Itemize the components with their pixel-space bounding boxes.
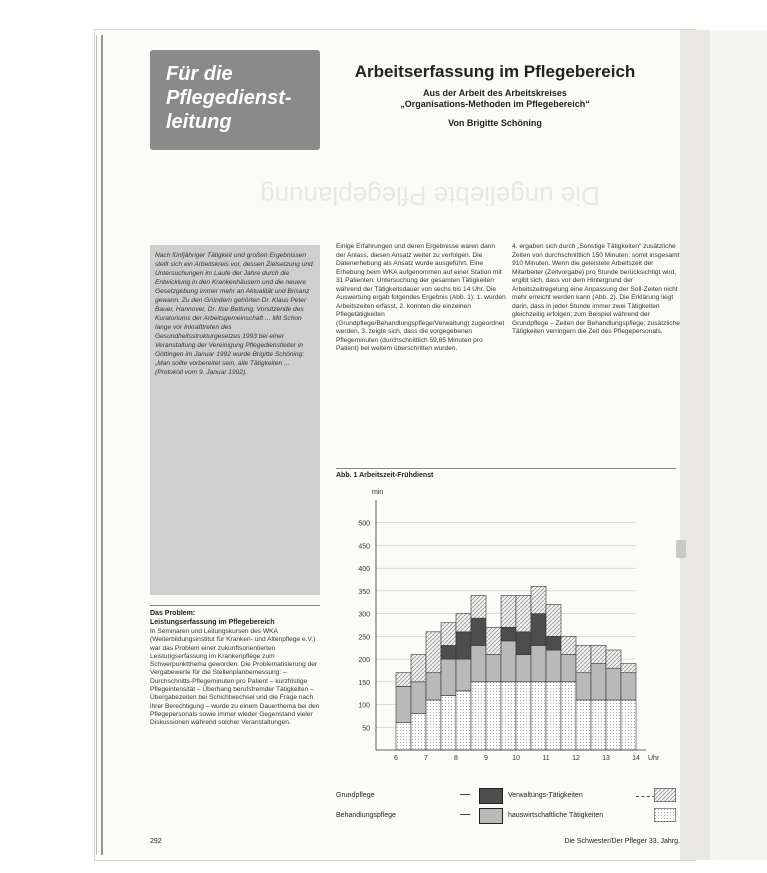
section-banner-text xyxy=(166,62,316,134)
article-author: Von Brigitte Schöning xyxy=(448,118,542,128)
bar-behandlungspflege xyxy=(531,645,546,681)
y-tick-label: 100 xyxy=(358,702,370,710)
bar-verwaltung xyxy=(516,632,531,655)
bar-verwaltung xyxy=(546,636,561,650)
y-axis-label: min xyxy=(372,489,384,496)
x-tick-label: 9 xyxy=(484,755,488,762)
bar-behandlungspflege xyxy=(591,664,606,700)
y-tick-label: 500 xyxy=(358,520,370,528)
worktime-chart xyxy=(336,480,680,780)
bar-behandlungspflege xyxy=(441,659,456,695)
x-axis-label: Uhr xyxy=(648,755,660,762)
bar-grundpflege xyxy=(441,695,456,750)
bar-hauswirtschaft xyxy=(576,645,591,672)
page-footer xyxy=(150,838,680,845)
page-edge-strip xyxy=(680,30,710,860)
bar-grundpflege xyxy=(396,723,411,750)
legend-dash-1 xyxy=(460,794,470,795)
legend-swatch-verwaltung xyxy=(479,788,503,804)
y-tick-label: 300 xyxy=(358,611,370,619)
article-title: Arbeitserfassung im Pflegebereich xyxy=(354,62,636,81)
legend-label-verwaltung: Verwaltungs-Tätigkeiten xyxy=(508,792,583,799)
bar-hauswirtschaft xyxy=(456,614,471,632)
bar-grundpflege xyxy=(426,700,441,750)
bar-hauswirtschaft xyxy=(561,636,576,654)
y-tick-label: 50 xyxy=(362,725,370,733)
bar-behandlungspflege xyxy=(456,659,471,691)
bar-behandlungspflege xyxy=(411,682,426,714)
bar-grundpflege xyxy=(606,700,621,750)
bar-hauswirtschaft xyxy=(426,632,441,673)
y-tick-label: 150 xyxy=(358,679,370,687)
bar-hauswirtschaft xyxy=(516,595,531,631)
subtitle-line-1: Aus der Arbeit des Arbeitskreises xyxy=(423,88,567,98)
bar-hauswirtschaft xyxy=(546,605,561,637)
bar-grundpflege xyxy=(516,682,531,750)
bar-behandlungspflege xyxy=(501,641,516,682)
bar-grundpflege xyxy=(471,682,486,750)
banner-line-3: leitung xyxy=(166,111,232,133)
bar-hauswirtschaft xyxy=(411,655,426,682)
bar-behandlungspflege xyxy=(396,686,411,722)
problem-heading-line-2: Leistungserfassung im Pflegebereich xyxy=(150,619,275,626)
x-tick-label: 7 xyxy=(424,755,428,762)
show-through-text: Die ungeliebte Pflegeplanung xyxy=(260,181,600,211)
journal-reference: Die Schwester/Der Pfleger 33. Jahrg. xyxy=(564,838,680,845)
legend-swatch-behandlung xyxy=(479,808,503,824)
bar-grundpflege xyxy=(456,691,471,750)
bar-grundpflege xyxy=(576,700,591,750)
y-tick-label: 450 xyxy=(358,543,370,551)
x-tick-label: 11 xyxy=(542,755,550,762)
bar-verwaltung xyxy=(441,645,456,659)
banner-line-2: Pflegedienst- xyxy=(166,87,292,109)
y-tick-label: 350 xyxy=(358,588,370,596)
problem-text: In Seminaren und Leitungskursen des WKA (Weiterbildungsinstitut für Kranken- und Altenpflege e.V.) war das Problem einer zukunftsorientierten Leistungserfassung im Krankenpflege zum Schwerpunktthema geworden. Die Problematisierung der Vergabewerte für die Stellenplanbemessung: – Durchschnitts-Pflegeminuten pro Patient – kurzfristige Pflegeintensität – Überhang berufsfremder Tätigkeiten – Übergabezeiten bei Schichtwechsel und die Frage nach ihrer Berechtigung – wurde zu einem Dauerthema bei den Pflegepersonals sowie immer wieder Gegenstand vieler Diskussionen während solcher Veranstaltungen. xyxy=(150,628,320,727)
page-tab-marker xyxy=(676,540,686,558)
bar-hauswirtschaft xyxy=(621,664,636,673)
legend-dash-2 xyxy=(460,814,470,815)
bar-verwaltung xyxy=(456,632,471,659)
problem-heading-line-1: Das Problem: xyxy=(150,610,196,617)
legend-label-behandlungspflege: Behandlungspflege xyxy=(336,812,396,819)
next-page-edge xyxy=(710,30,767,860)
bar-behandlungspflege xyxy=(516,655,531,682)
bar-grundpflege xyxy=(486,682,501,750)
legend-swatch-hatch xyxy=(654,788,676,802)
chart-caption: Abb. 1 Arbeitszeit-Frühdienst xyxy=(336,468,676,479)
x-tick-label: 6 xyxy=(394,755,398,762)
bar-hauswirtschaft xyxy=(531,586,546,613)
y-tick-label: 400 xyxy=(358,566,370,574)
article-subtitle xyxy=(335,88,655,110)
bar-grundpflege xyxy=(561,682,576,750)
body-column-2: Einige Erfahrungen und deren Ergebnisse waren dann der Anlass, diesen Ansatz weiter zu verfolgen. Die Datenerhebung als Ansatz wurde ausgeführt. Eine Erhebung beim WKA aufgenommen auf einer Station mit 31 Patienten: Untersuchung der gesamten Tätigkeiten während der Tätigkeitsdauer von sechs bis 14 Uhr. Die Auswertung ergab folgendes Ergebnis (Abb. 1): 1. wurden Arbeitszeiten erfasst, 2. konnten die einzelnen Pflegetätigkeiten (Grundpflege/Behandlungspflege/Verwaltung) zugeordnet werden, 3. zeigte sich, dass die vorgegebenen Pflegeminuten (durchschnittlich 59,65 Minuten pro Patient) bei weitem überschritten wurden. xyxy=(336,243,506,352)
binding-line-dark xyxy=(101,35,103,855)
x-tick-label: 8 xyxy=(454,755,458,762)
legend-label-hauswirtschaft: hauswirtschaftliche Tätigkeiten xyxy=(508,812,604,819)
bar-hauswirtschaft xyxy=(486,627,501,654)
bar-hauswirtschaft xyxy=(501,595,516,627)
bar-grundpflege xyxy=(531,682,546,750)
bar-behandlungspflege xyxy=(576,673,591,700)
bar-hauswirtschaft xyxy=(396,673,411,687)
subtitle-line-2: „Organisations-Methoden im Pflegebereich“ xyxy=(400,99,590,109)
bar-behandlungspflege xyxy=(621,673,636,700)
problem-heading xyxy=(150,605,320,627)
x-tick-label: 13 xyxy=(602,755,610,762)
bar-grundpflege xyxy=(621,700,636,750)
bar-behandlungspflege xyxy=(471,645,486,681)
x-tick-label: 14 xyxy=(632,755,640,762)
x-tick-label: 12 xyxy=(572,755,580,762)
chart-bars xyxy=(396,586,636,750)
body-column-3: 4. ergaben sich durch „Sonstige Tätigkeiten“ zusätzliche Zeiten von durchschnittlich 150 Minuten; somit insgesamt 910 Minuten. Wenn die geleistete Arbeitszeit der Mitarbeiter (Zeitvorgabe) pro Stunde berücksichtigt wird, ergibt sich, dass vor dem Hintergrund der Arbeitszeitregelung eine Anpassung der Soll-Zeiten nicht mehr erreicht werden kann (Abb. 2). Die Erklärung liegt darin, dass in jeder Stunde immer zwei Tätigkeiten gleichzeitig erfolgen; zum Beispiel während der Grundpflege – Zeiten der Behandlungspflege; zusätzliche Tätigkeiten verringern die Zeit des Pflegepersonals. xyxy=(512,243,680,335)
bar-hauswirtschaft xyxy=(441,623,456,646)
x-tick-label: 10 xyxy=(512,755,520,762)
bar-grundpflege xyxy=(546,682,561,750)
bar-verwaltung xyxy=(471,618,486,645)
bar-hauswirtschaft xyxy=(471,595,486,618)
bar-behandlungspflege xyxy=(606,668,621,700)
bar-verwaltung xyxy=(501,627,516,641)
bar-grundpflege xyxy=(501,682,516,750)
bar-behandlungspflege xyxy=(486,655,501,682)
bar-behandlungspflege xyxy=(426,673,441,700)
bar-hauswirtschaft xyxy=(591,645,606,663)
bar-hauswirtschaft xyxy=(606,650,621,668)
page-number: 292 xyxy=(150,838,162,845)
chart-legend xyxy=(336,788,680,828)
bar-behandlungspflege xyxy=(561,655,576,682)
bar-grundpflege xyxy=(591,700,606,750)
binding-line xyxy=(96,35,97,855)
banner-line-1: Für die xyxy=(166,63,233,85)
bar-verwaltung xyxy=(531,614,546,646)
y-tick-label: 250 xyxy=(358,634,370,642)
bar-grundpflege xyxy=(411,714,426,750)
legend-label-grundpflege: Grundpflege xyxy=(336,792,375,799)
y-tick-label: 200 xyxy=(358,657,370,665)
intro-box: Nach fünfjähriger Tätigkeit und großen Ergebnissen stellt sich ein Arbeitskreis vor, dessen Zielsetzung und Untersuchungen im Laufe der Jahre durch die Entwicklung in den Krankenhäusern und die neuere Gesetzgebung immer mehr an Aktualität und Brisanz gewann. Zu den Gründern gehörten Dr. Klaus Peter Bauer, Hannover, Dr. Ilse Bettung, Vorsitzende des Kuratoriums der Arbeitsgemeinschaft ... Mit Schon lange vor Inkrafttreten des Gesundheitsstrukturgesetzes 1993 bei einer Veranstaltung der Vereinigung Pflegedienstleiter in Göttingen im Januar 1992 wurde Brigitte Schöning: „Man sollte vorbereitet sein, alle Tätigkeiten ... (Protokoll vom 9. Januar 1992). xyxy=(150,245,320,595)
bar-behandlungspflege xyxy=(546,650,561,682)
legend-swatch-dots xyxy=(654,808,676,822)
